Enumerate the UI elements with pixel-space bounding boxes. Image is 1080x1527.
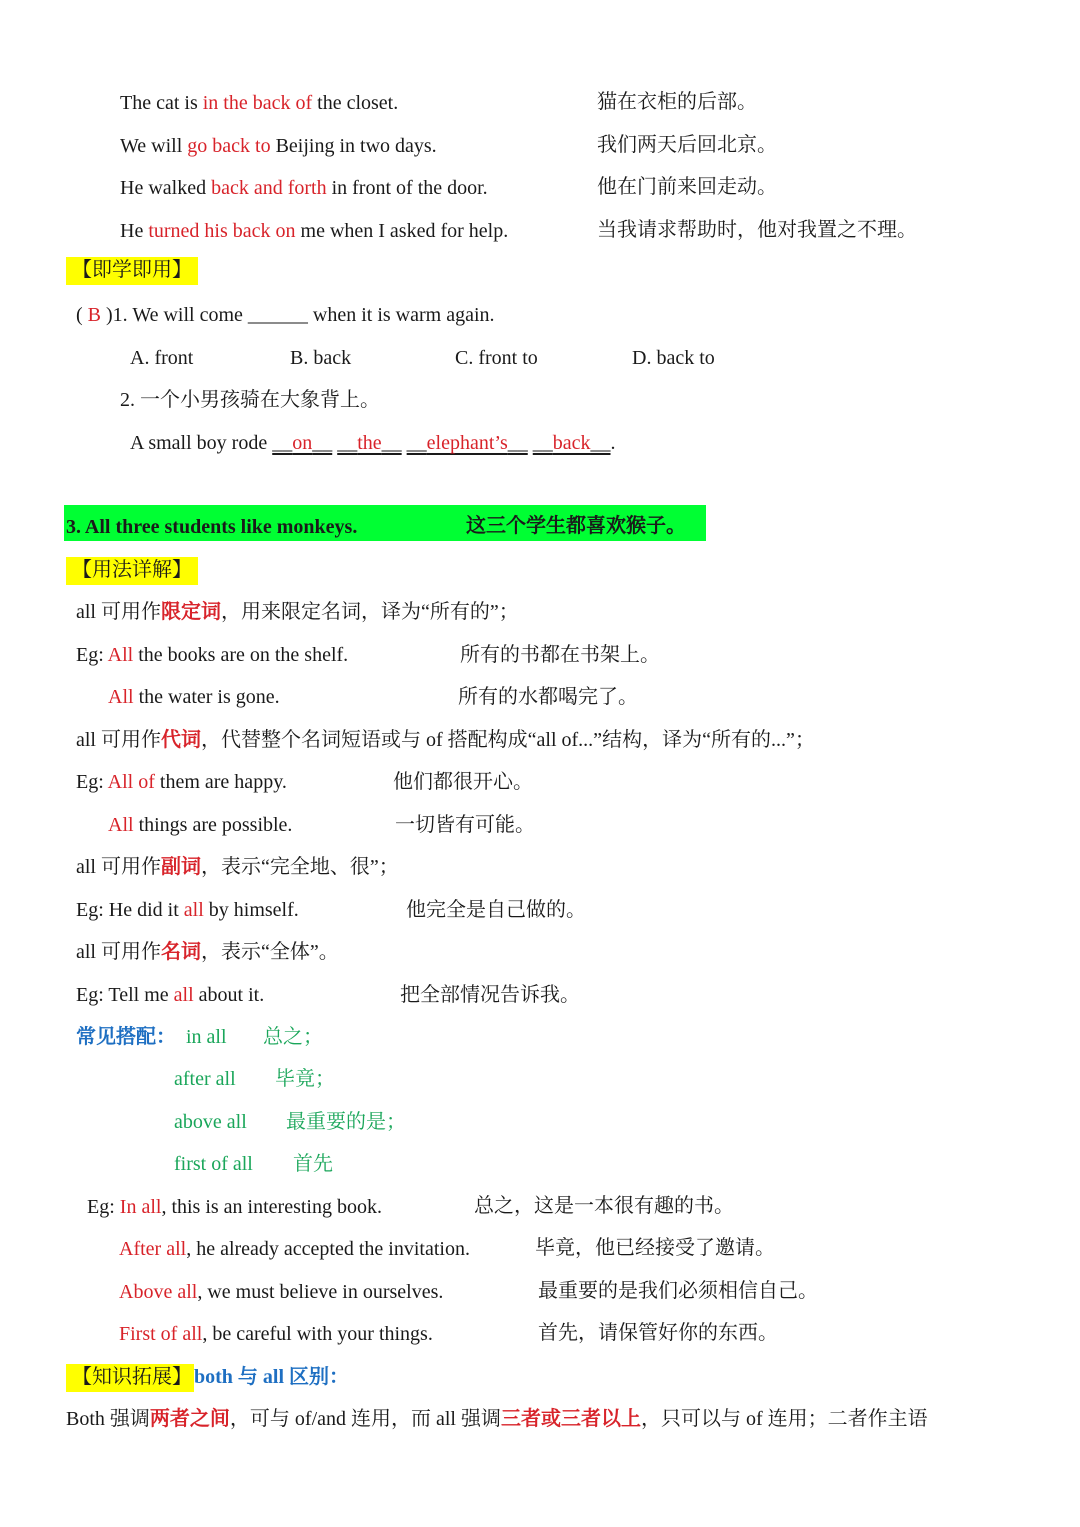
intro-line-2-cn: 我们两天后回北京。 bbox=[597, 134, 777, 156]
usage-3 bbox=[76, 853, 399, 881]
text: ，表示“完全地、很”； bbox=[201, 856, 399, 878]
example-5 bbox=[76, 896, 299, 924]
text: ，表示“全体”。 bbox=[201, 941, 339, 963]
example-6-cn: 把全部情况告诉我。 bbox=[400, 984, 580, 1006]
usage-header-label: 【用法详解】 bbox=[66, 557, 198, 585]
text: the water is gone. bbox=[133, 686, 280, 708]
option-a: A. front bbox=[130, 347, 194, 369]
intro-line-4 bbox=[120, 217, 508, 245]
text: , we must believe in ourselves. bbox=[197, 1281, 444, 1303]
colloc-example-1-cn: 总之，这是一本很有趣的书。 bbox=[474, 1195, 734, 1217]
text: when it is warm again. bbox=[307, 304, 495, 326]
example-1 bbox=[76, 641, 348, 669]
collocation-2-cn: 毕竟； bbox=[275, 1068, 335, 1090]
text: in front of the door. bbox=[326, 177, 488, 199]
collocation-4-en: first of all bbox=[174, 1153, 253, 1175]
example-3-cn: 他们都很开心。 bbox=[393, 771, 533, 793]
usage-2 bbox=[76, 726, 815, 754]
blank-4: __back__ bbox=[532, 432, 611, 454]
answer-b: B bbox=[87, 304, 102, 326]
colloc-example-2 bbox=[119, 1235, 470, 1263]
example-1-cn: 所有的书都在书架上。 bbox=[460, 644, 660, 666]
text: all 可用作 bbox=[76, 941, 161, 963]
phrase-highlight: turned his back on bbox=[148, 220, 296, 242]
example-2 bbox=[108, 683, 280, 711]
example-4-cn: 一切皆有可能。 bbox=[395, 814, 535, 836]
colloc-example-1 bbox=[87, 1193, 382, 1221]
keyword-highlight: 代词 bbox=[161, 729, 201, 751]
phrase-highlight: go back to bbox=[187, 135, 271, 157]
keyword-highlight: After all bbox=[119, 1238, 187, 1260]
text: by himself. bbox=[203, 899, 299, 921]
phrase-highlight: in the back of bbox=[202, 92, 313, 114]
option-d: D. back to bbox=[632, 347, 715, 369]
keyword-highlight: 限定词 bbox=[161, 601, 221, 623]
text: ( bbox=[76, 304, 88, 326]
text: ，可与 of/and 连用，而 all 强调 bbox=[229, 1408, 501, 1430]
text: all 可用作 bbox=[76, 601, 161, 623]
phrase-highlight: back and forth bbox=[211, 177, 327, 199]
collocation-1-en: in all bbox=[186, 1026, 227, 1048]
extension-title: both 与 all 区别： bbox=[194, 1366, 350, 1388]
text: them are happy. bbox=[154, 771, 287, 793]
text: ，只可以与 of 连用；二者作主语 bbox=[641, 1408, 928, 1430]
colloc-example-3 bbox=[119, 1278, 443, 1306]
keyword-highlight: In all bbox=[119, 1196, 162, 1218]
section-3-title-cn: 这三个学生都喜欢猴子。 bbox=[466, 515, 686, 537]
text: me when I asked for help. bbox=[295, 220, 509, 242]
option-b: B. back bbox=[290, 347, 352, 369]
text: Eg: bbox=[76, 771, 108, 793]
text: )1. We will come bbox=[101, 304, 248, 326]
keyword-highlight: 副词 bbox=[161, 856, 201, 878]
keyword-highlight: All bbox=[107, 644, 134, 666]
question-1 bbox=[76, 301, 495, 329]
text: The cat is bbox=[120, 92, 203, 114]
keyword-highlight: all bbox=[173, 984, 194, 1006]
text: Beijing in two days. bbox=[270, 135, 437, 157]
question-2-label: 2. 一个小男孩骑在大象背上。 bbox=[120, 389, 380, 411]
collocation-3-cn: 最重要的是； bbox=[286, 1111, 406, 1133]
collocation-2-en: after all bbox=[174, 1068, 236, 1090]
text: all 可用作 bbox=[76, 729, 161, 751]
keyword-highlight: 名词 bbox=[161, 941, 201, 963]
blank-3: __elephant’s__ bbox=[406, 432, 528, 454]
keyword-highlight: all bbox=[183, 899, 204, 921]
blank-2: __the__ bbox=[337, 432, 402, 454]
section-3-title-en: 3. All three students like monkeys. bbox=[66, 516, 358, 538]
answer-1: on bbox=[292, 432, 313, 454]
text: , he already accepted the invitation. bbox=[186, 1238, 470, 1260]
answer-4: back bbox=[552, 432, 591, 454]
example-5-cn: 他完全是自己做的。 bbox=[406, 899, 586, 921]
text: He walked bbox=[120, 177, 212, 199]
collocation-3-en: above all bbox=[174, 1111, 247, 1133]
extension-header-label: 【知识拓展】 bbox=[66, 1364, 194, 1392]
question-2-answer bbox=[130, 429, 616, 457]
extension-header bbox=[66, 1361, 349, 1393]
collocation-4-cn: 首先 bbox=[293, 1153, 333, 1175]
blank-1: __on__ bbox=[272, 432, 333, 454]
text: We will bbox=[120, 135, 188, 157]
intro-line-3 bbox=[120, 174, 488, 202]
text: , this is an interesting book. bbox=[161, 1196, 382, 1218]
text: Both 强调 bbox=[66, 1408, 150, 1430]
colloc-example-3-cn: 最重要的是我们必须相信自己。 bbox=[538, 1280, 818, 1302]
answer-2: the bbox=[357, 432, 382, 454]
intro-line-1-cn: 猫在衣柜的后部。 bbox=[597, 91, 757, 113]
text: Eg: bbox=[76, 644, 108, 666]
keyword-highlight: 三者或三者以上 bbox=[501, 1408, 641, 1430]
text: Eg: Tell me bbox=[76, 984, 174, 1006]
colloc-example-4 bbox=[119, 1320, 433, 1348]
text: the books are on the shelf. bbox=[133, 644, 349, 666]
collocation-1-cn: 总之； bbox=[263, 1026, 323, 1048]
text: . bbox=[610, 432, 616, 454]
practice-header-label: 【即学即用】 bbox=[66, 257, 198, 285]
text: Eg: bbox=[87, 1196, 120, 1218]
example-4 bbox=[108, 811, 292, 839]
intro-line-4-cn: 当我请求帮助时，他对我置之不理。 bbox=[597, 219, 917, 241]
keyword-highlight: All bbox=[108, 814, 134, 836]
collocations-label: 常见搭配： bbox=[76, 1026, 176, 1048]
keyword-highlight: All bbox=[107, 771, 134, 793]
text: He bbox=[120, 220, 149, 242]
keyword-highlight: of bbox=[133, 771, 155, 793]
example-6 bbox=[76, 981, 264, 1009]
colloc-example-2-cn: 毕竟，他已经接受了邀请。 bbox=[535, 1237, 775, 1259]
text: things are possible. bbox=[133, 814, 293, 836]
intro-line-1 bbox=[120, 89, 398, 117]
option-c: C. front to bbox=[455, 347, 538, 369]
usage-4 bbox=[76, 938, 339, 966]
text: about it. bbox=[193, 984, 265, 1006]
text: Eg: He did it bbox=[76, 899, 184, 921]
example-3 bbox=[76, 768, 287, 796]
intro-line-3-cn: 他在门前来回走动。 bbox=[597, 176, 777, 198]
intro-line-2 bbox=[120, 132, 437, 160]
usage-1 bbox=[76, 598, 519, 626]
final-paragraph bbox=[66, 1405, 928, 1433]
text: ，代替整个名词短语或与 of 搭配构成“all of...”结构，译为“所有的...”； bbox=[201, 729, 815, 751]
keyword-highlight: All bbox=[108, 686, 134, 708]
keyword-highlight: 两者之间 bbox=[149, 1408, 230, 1430]
example-2-cn: 所有的水都喝完了。 bbox=[458, 686, 638, 708]
answer-3: elephant’s bbox=[426, 432, 508, 454]
keyword-highlight: Above all bbox=[119, 1281, 198, 1303]
practice-header bbox=[66, 254, 198, 286]
text: all 可用作 bbox=[76, 856, 161, 878]
text: , be careful with your things. bbox=[202, 1323, 433, 1345]
text: A small boy rode bbox=[130, 432, 273, 454]
text: ，用来限定名词，译为“所有的”； bbox=[221, 601, 519, 623]
colloc-example-4-cn: 首先，请保管好你的东西。 bbox=[538, 1322, 778, 1344]
text: the closet. bbox=[312, 92, 399, 114]
keyword-highlight: First of all bbox=[119, 1323, 203, 1345]
usage-header bbox=[66, 554, 198, 586]
blank: ______ bbox=[247, 304, 308, 326]
